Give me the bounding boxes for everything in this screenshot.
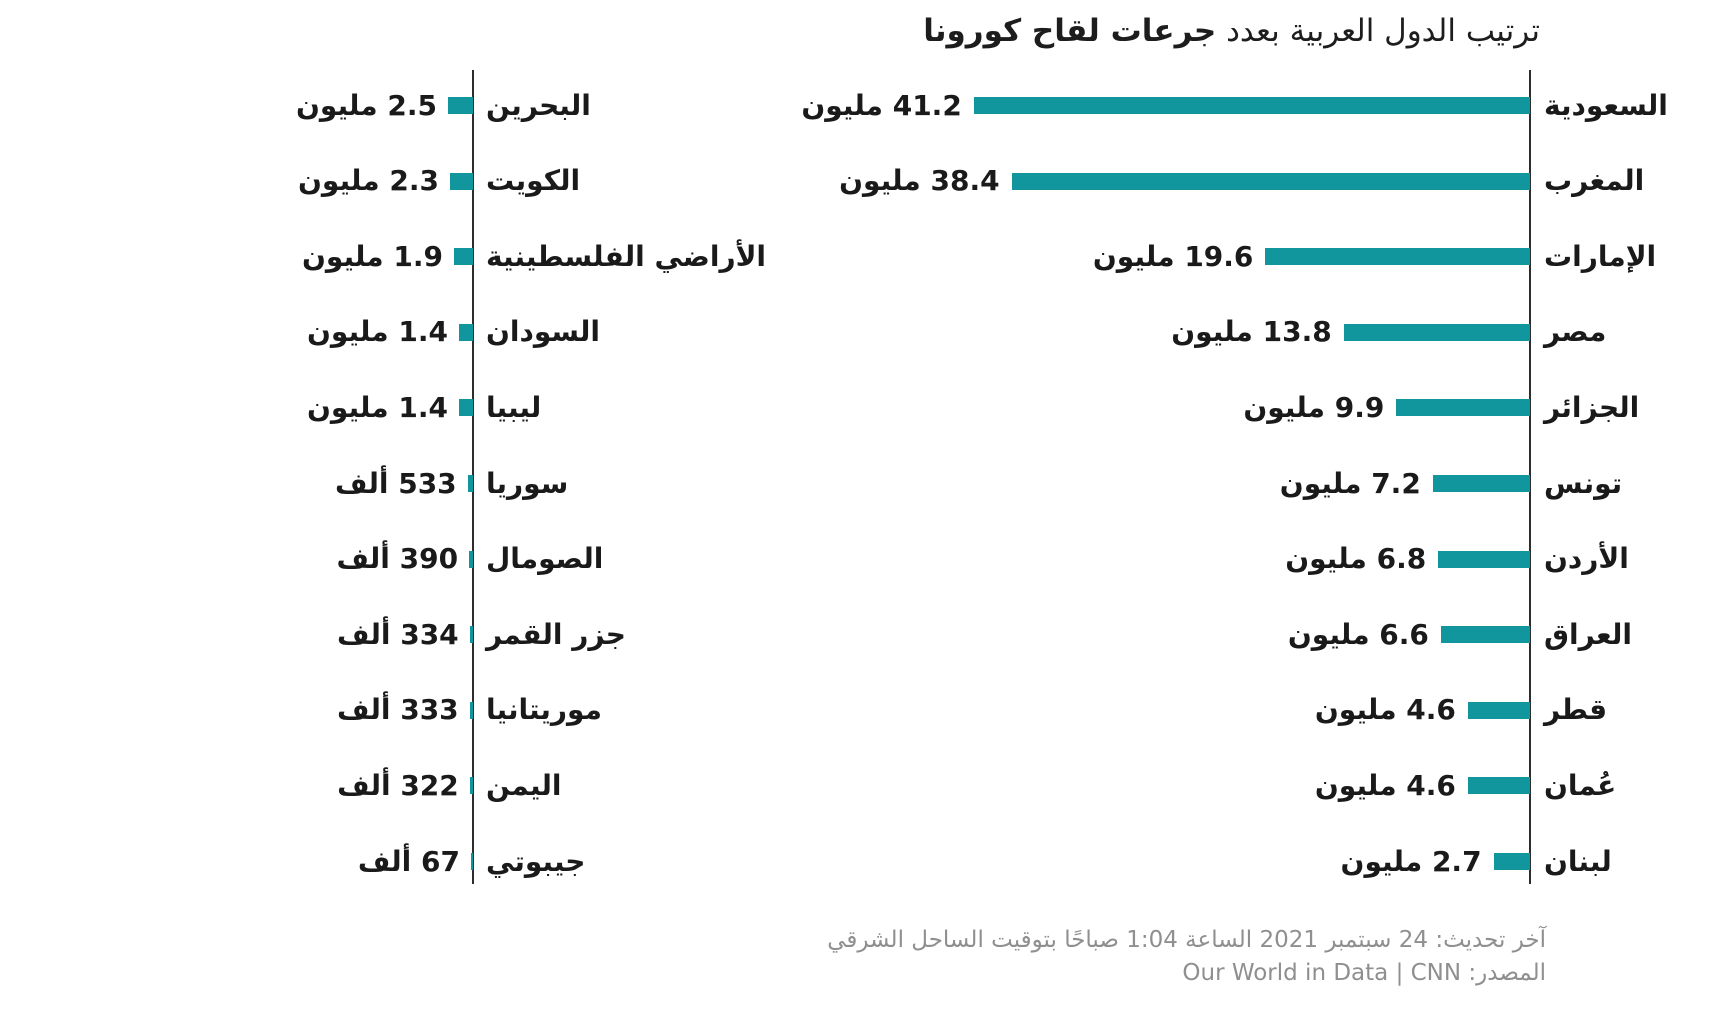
chart-title-emphasis: جرعات لقاح كورونا xyxy=(923,13,1217,49)
value-label: 333 ألف xyxy=(337,693,459,727)
country-label: جيبوتي xyxy=(486,844,586,878)
bar xyxy=(974,97,1530,114)
bar xyxy=(454,248,473,265)
bar xyxy=(1344,324,1530,341)
value-label: 1.9 مليون xyxy=(301,239,443,273)
value-label: 2.7 مليون xyxy=(1340,844,1482,878)
country-label: الأراضي الفلسطينية xyxy=(486,239,767,273)
country-label: تونس xyxy=(1544,466,1623,500)
country-label: ليبيا xyxy=(486,390,542,424)
last-updated-note: آخر تحديث: 24 سبتمبر 2021 الساعة 1:04 صباحًا بتوقيت الساحل الشرقي xyxy=(827,927,1546,953)
country-label: لبنان xyxy=(1544,844,1612,878)
value-label: 4.6 مليون xyxy=(1314,768,1456,802)
bar xyxy=(469,551,473,568)
country-label: عُمان xyxy=(1544,768,1617,802)
country-label: جزر القمر xyxy=(486,617,626,651)
bar xyxy=(1468,777,1530,794)
value-label: 533 ألف xyxy=(335,466,457,500)
bar xyxy=(1441,626,1530,643)
bar xyxy=(470,626,473,643)
value-label: 38.4 مليون xyxy=(839,164,1000,198)
country-label: الصومال xyxy=(486,542,604,576)
bar xyxy=(470,777,473,794)
bar xyxy=(471,853,473,870)
value-label: 2.5 مليون xyxy=(295,88,437,122)
chart-title xyxy=(923,8,1540,54)
bar xyxy=(470,702,473,719)
country-label: المغرب xyxy=(1544,164,1645,198)
bar xyxy=(1433,475,1530,492)
country-label: السودان xyxy=(486,315,601,349)
country-label: البحرين xyxy=(486,88,591,122)
country-label: موريتانيا xyxy=(486,693,602,727)
country-label: السعودية xyxy=(1544,88,1668,122)
country-label: العراق xyxy=(1544,617,1632,651)
bar xyxy=(468,475,473,492)
value-label: 13.8 مليون xyxy=(1171,315,1332,349)
value-label: 2.3 مليون xyxy=(297,164,439,198)
value-label: 322 ألف xyxy=(337,768,459,802)
value-label: 9.9 مليون xyxy=(1243,390,1385,424)
bar xyxy=(1494,853,1530,870)
bar xyxy=(1012,173,1530,190)
country-label: اليمن xyxy=(486,768,562,802)
country-label: الكويت xyxy=(486,164,581,198)
value-label: 390 ألف xyxy=(336,542,459,576)
chart-title-prefix: ترتيب الدول العربية بعدد xyxy=(1226,13,1540,49)
value-label: 334 ألف xyxy=(337,617,459,651)
bar xyxy=(459,399,473,416)
value-label: 1.4 مليون xyxy=(306,390,448,424)
value-label: 19.6 مليون xyxy=(1092,239,1254,273)
bar xyxy=(1438,551,1530,568)
bar xyxy=(459,324,473,341)
value-label: 41.2 مليون xyxy=(801,88,962,122)
chart-footer xyxy=(827,924,1546,990)
value-label: 4.6 مليون xyxy=(1314,693,1456,727)
country-label: مصر xyxy=(1544,315,1607,349)
bar xyxy=(448,97,473,114)
value-label: 67 ألف xyxy=(357,844,460,878)
value-label: 1.4 مليون xyxy=(306,315,448,349)
country-label: الإمارات xyxy=(1544,239,1657,273)
bar xyxy=(1396,399,1530,416)
bar xyxy=(1265,248,1530,265)
value-label: 7.2 مليون xyxy=(1279,466,1421,500)
value-label: 6.8 مليون xyxy=(1285,542,1427,576)
country-label: سوريا xyxy=(486,466,569,500)
country-label: الأردن xyxy=(1544,542,1629,576)
value-label: 6.6 مليون xyxy=(1287,617,1429,651)
source-note: المصدر: Our World in Data | CNN xyxy=(1182,960,1546,986)
bar xyxy=(450,173,473,190)
country-label: قطر xyxy=(1544,693,1608,727)
bar xyxy=(1468,702,1530,719)
country-label: الجزائر xyxy=(1544,390,1640,424)
